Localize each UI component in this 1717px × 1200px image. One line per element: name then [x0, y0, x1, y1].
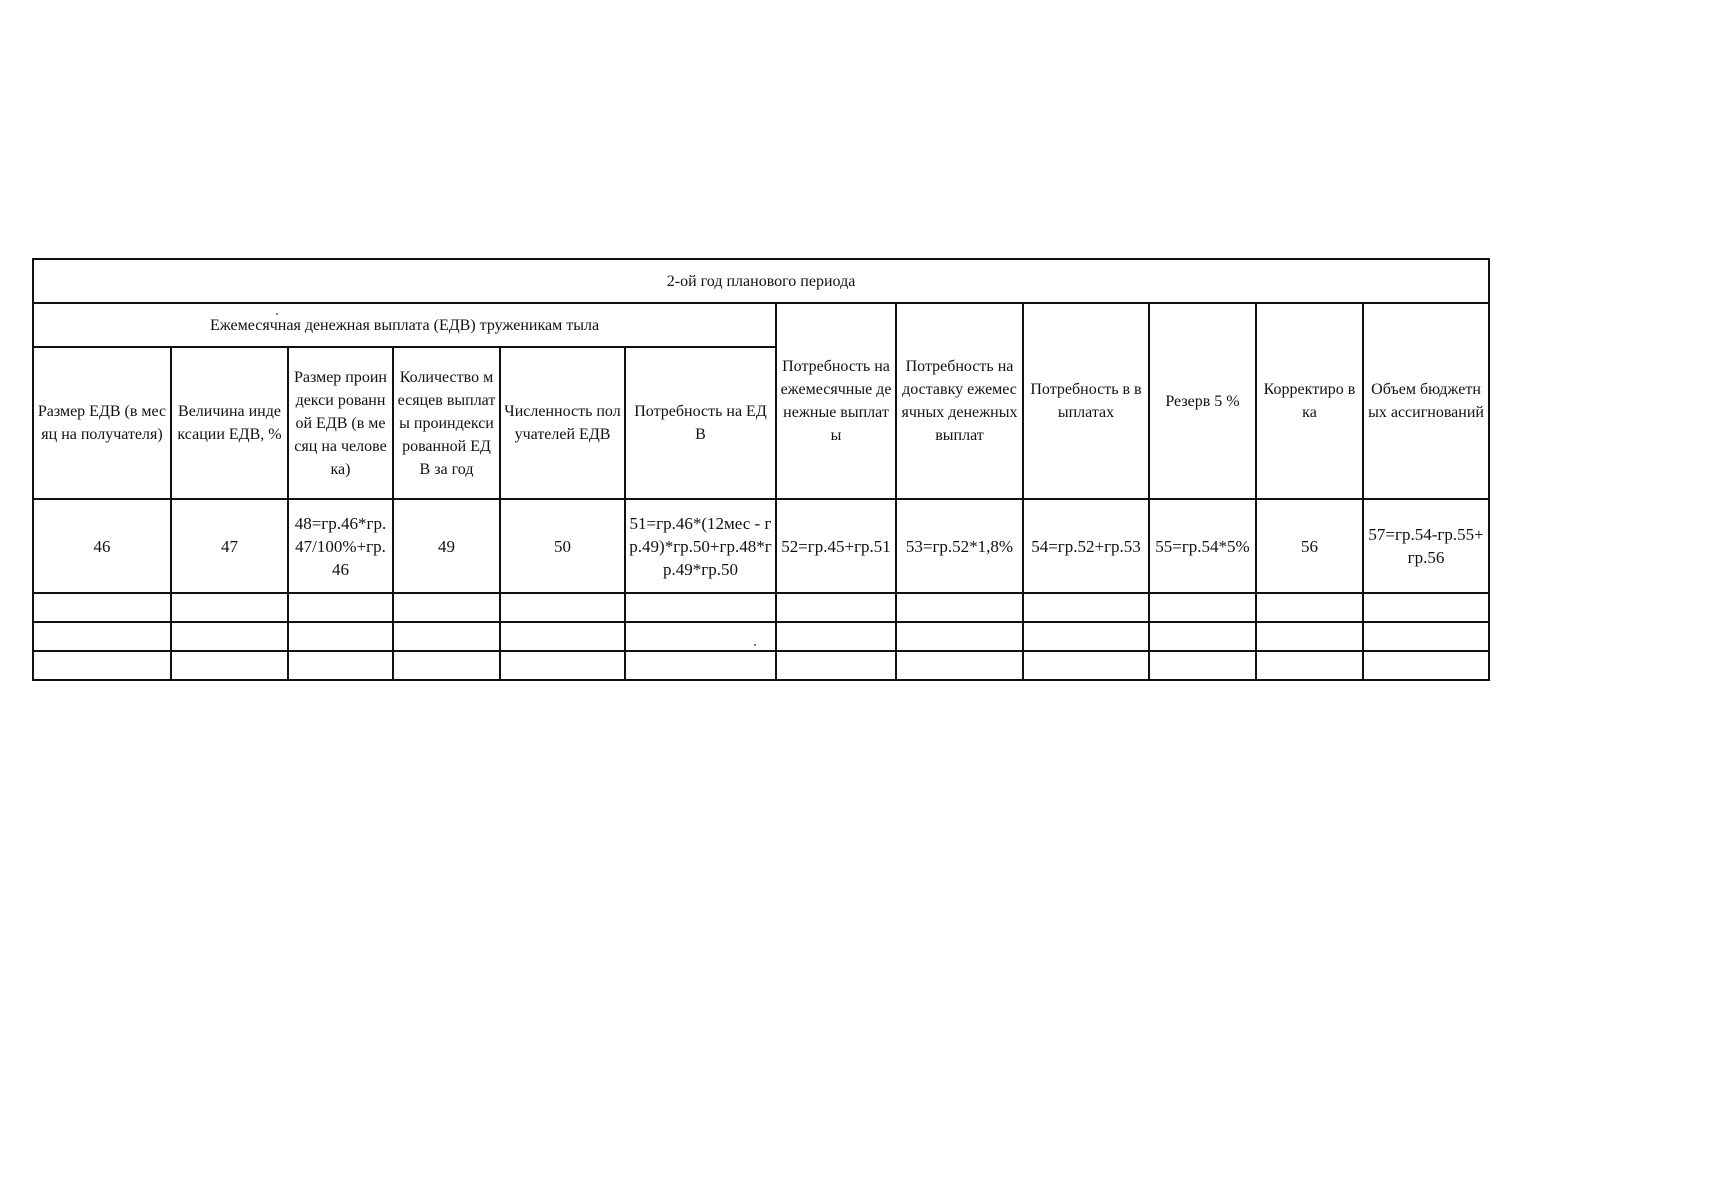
- column-header-indexed-edv: Размер проиндекси рованной ЕДВ (в месяц на человека): [288, 347, 393, 499]
- scan-speck: [276, 313, 278, 315]
- empty-cell: [393, 651, 500, 680]
- column-header-edv-need: Потребность на ЕДВ: [625, 347, 776, 499]
- empty-cell: [500, 593, 625, 622]
- empty-cell: [33, 593, 171, 622]
- table-row: [33, 593, 1489, 622]
- empty-cell: [500, 622, 625, 651]
- column-header-budget-volume: Объем бюджетных ассигнований: [1363, 303, 1489, 499]
- empty-cell: [288, 593, 393, 622]
- empty-cell: [33, 622, 171, 651]
- empty-cell: [625, 622, 776, 651]
- table-row: [33, 651, 1489, 680]
- column-header-reserve: Резерв 5 %: [1149, 303, 1256, 499]
- formula-cell: 51=гр.46*(12мес - гр.49)*гр.50+гр.48*гр.49*гр.50: [625, 499, 776, 593]
- empty-cell: [393, 622, 500, 651]
- group-header-edv: Ежемесячная денежная выплата (ЕДВ) труженикам тыла: [33, 303, 776, 347]
- empty-cell: [1023, 622, 1149, 651]
- table-title: 2-ой год планового периода: [33, 259, 1489, 303]
- column-header-payments-need: Потребность в выплатах: [1023, 303, 1149, 499]
- empty-cell: [500, 651, 625, 680]
- empty-cell: [1149, 593, 1256, 622]
- empty-cell: [1363, 593, 1489, 622]
- column-header-recipients: Численность получателей ЕДВ: [500, 347, 625, 499]
- empty-cell: [625, 651, 776, 680]
- empty-cell: [776, 593, 896, 622]
- empty-cell: [288, 622, 393, 651]
- column-header-correction: Корректиро вка: [1256, 303, 1363, 499]
- column-header-indexation: Величина индексации ЕДВ, %: [171, 347, 288, 499]
- empty-cell: [896, 651, 1023, 680]
- table-row: [33, 622, 1489, 651]
- empty-cell: [171, 593, 288, 622]
- empty-cell: [1023, 593, 1149, 622]
- formula-cell: 54=гр.52+гр.53: [1023, 499, 1149, 593]
- empty-cell: [171, 651, 288, 680]
- empty-cell: [776, 651, 896, 680]
- formula-cell: 50: [500, 499, 625, 593]
- budget-table: [32, 258, 1490, 681]
- formula-cell: 48=гр.46*гр.47/100%+гр.46: [288, 499, 393, 593]
- formula-cell: 52=гр.45+гр.51: [776, 499, 896, 593]
- column-header-monthly-payments-need: Потребность на ежемесячные денежные выплаты: [776, 303, 896, 499]
- scan-speck: [754, 644, 756, 646]
- empty-cell: [1256, 593, 1363, 622]
- empty-cell: [1149, 622, 1256, 651]
- empty-cell: [776, 622, 896, 651]
- formula-cell: 57=гр.54-гр.55+гр.56: [1363, 499, 1489, 593]
- empty-cell: [1363, 622, 1489, 651]
- formula-cell: 53=гр.52*1,8%: [896, 499, 1023, 593]
- empty-cell: [171, 622, 288, 651]
- empty-cell: [1023, 651, 1149, 680]
- formula-cell: 49: [393, 499, 500, 593]
- empty-cell: [625, 593, 776, 622]
- empty-cell: [393, 593, 500, 622]
- formula-cell: 56: [1256, 499, 1363, 593]
- column-header-delivery-need: Потребность на доставку ежемесячных денежных выплат: [896, 303, 1023, 499]
- formula-cell: 55=гр.54*5%: [1149, 499, 1256, 593]
- empty-cell: [896, 593, 1023, 622]
- empty-cell: [1149, 651, 1256, 680]
- column-header-edv-size: Размер ЕДВ (в месяц на получателя): [33, 347, 171, 499]
- empty-cell: [1256, 622, 1363, 651]
- formula-cell: 47: [171, 499, 288, 593]
- empty-cell: [288, 651, 393, 680]
- empty-cell: [1363, 651, 1489, 680]
- table-row: [33, 499, 1489, 593]
- empty-cell: [896, 622, 1023, 651]
- formula-cell: 46: [33, 499, 171, 593]
- empty-cell: [1256, 651, 1363, 680]
- column-header-months-count: Количество месяцев выплаты проиндекси рованной ЕДВ за год: [393, 347, 500, 499]
- empty-cell: [33, 651, 171, 680]
